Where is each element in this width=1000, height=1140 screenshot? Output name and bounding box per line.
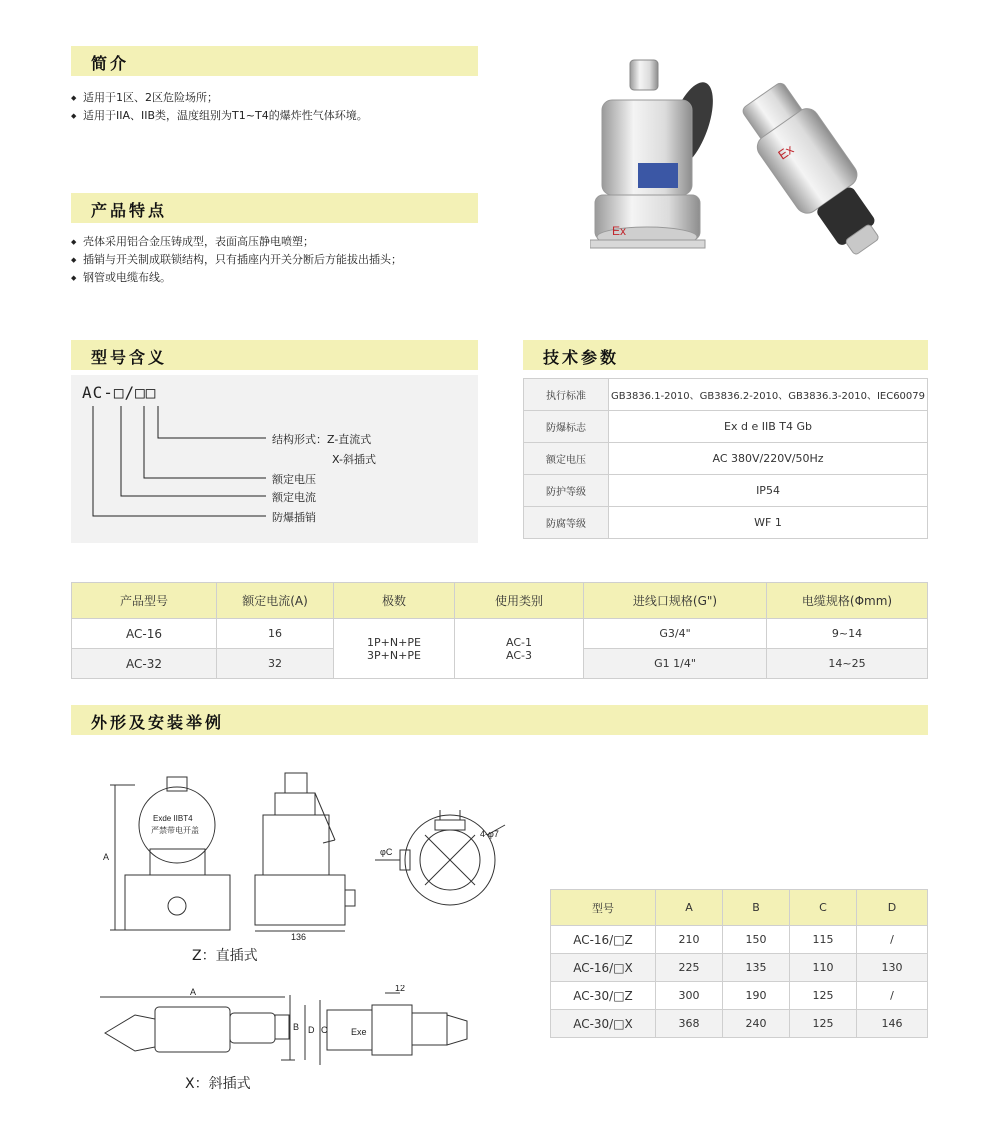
model-label-current: 额定电流 <box>272 491 316 504</box>
model-label-voltage: 额定电压 <box>272 473 316 486</box>
list-item: ◆ 适用于IIA、IIB类，温度组别为T1~T4的爆炸性气体环境。 <box>71 107 491 125</box>
col-header: A <box>656 890 723 926</box>
tech-value: AC 380V/220V/50Hz <box>609 443 928 475</box>
cell-b: 135 <box>723 954 790 982</box>
table-header-row <box>72 583 928 619</box>
dim-phic-label: φC <box>380 847 393 857</box>
table-row <box>524 411 928 443</box>
cell-b: 240 <box>723 1010 790 1038</box>
cell-d: / <box>857 926 928 954</box>
tech-key: 防护等级 <box>524 475 609 507</box>
cell-poles <box>334 619 455 679</box>
dim-b-label: B <box>293 1022 300 1032</box>
features-list <box>71 233 491 287</box>
col-header: 进线口规格(G") <box>584 583 767 619</box>
cell-a: 210 <box>656 926 723 954</box>
list-item: ◆ 插销与开关制成联锁结构，只有插座内开关分断后方能拔出插头； <box>71 251 491 269</box>
table-row <box>524 443 928 475</box>
cell-model: AC-32 <box>72 649 217 679</box>
cell-current: 32 <box>217 649 334 679</box>
caption-z-type: Z：直插式 <box>192 948 258 964</box>
tech-key: 额定电压 <box>524 443 609 475</box>
plug-illustration <box>733 75 890 267</box>
col-header: D <box>857 890 928 926</box>
model-code: AC-□/□□ <box>82 383 157 402</box>
list-item: ◆ 适用于1区、2区危险场所； <box>71 89 491 107</box>
model-label-plug: 防爆插销 <box>272 511 316 524</box>
tech-key: 执行标准 <box>524 379 609 411</box>
z-type-drawing <box>95 765 535 940</box>
col-header: 使用类别 <box>455 583 584 619</box>
cell-a: 300 <box>656 982 723 1010</box>
cell-c: 125 <box>790 982 857 1010</box>
col-header: B <box>723 890 790 926</box>
cell-d: 146 <box>857 1010 928 1038</box>
table-header-row <box>551 890 928 926</box>
poles-2: 3P+N+PE <box>367 648 421 662</box>
cell-thread: G1 1/4" <box>584 649 767 679</box>
cell-d: 130 <box>857 954 928 982</box>
cell-c: 115 <box>790 926 857 954</box>
model-label-structure: 结构形式：Z-直流式 <box>272 433 372 446</box>
product-table <box>71 582 928 679</box>
dimension-table <box>550 889 928 1038</box>
cell-d: / <box>857 982 928 1010</box>
tech-header <box>523 340 928 370</box>
dim-d-label: D <box>308 1025 315 1035</box>
tech-value: WF 1 <box>609 507 928 539</box>
cell-a: 225 <box>656 954 723 982</box>
caption-x-type: X：斜插式 <box>185 1076 251 1092</box>
nameplate-text-2: 严禁带电开盖 <box>151 826 199 835</box>
tech-key: 防爆标志 <box>524 411 609 443</box>
table-row <box>524 475 928 507</box>
socket-illustration <box>590 60 722 248</box>
dim-holes-label: 4-φ7 <box>480 829 499 839</box>
category-2: AC-3 <box>506 648 532 662</box>
table-row <box>524 379 928 411</box>
features-title: 产品特点 <box>91 201 168 220</box>
x-type-drawing <box>95 985 535 1070</box>
list-item: ◆ 钢管或电缆布线。 <box>71 269 491 287</box>
cell-b: 190 <box>723 982 790 1010</box>
tech-table <box>523 378 928 539</box>
dim-c-label: C <box>321 1025 328 1035</box>
product-photo <box>590 55 890 270</box>
cell-model: AC-16 <box>72 619 217 649</box>
model-label-structure-x: X-斜插式 <box>332 453 376 466</box>
cell-c: 125 <box>790 1010 857 1038</box>
dim-a-label: A <box>190 987 197 997</box>
table-row <box>551 954 928 982</box>
col-header: 额定电流(A) <box>217 583 334 619</box>
ex-mark-text: Ex <box>775 141 797 163</box>
table-row <box>72 619 928 649</box>
exe-label: Exe <box>351 1027 367 1037</box>
dim-136-label: 136 <box>291 932 307 940</box>
model-code-tree <box>71 400 281 525</box>
cell-c: 110 <box>790 954 857 982</box>
dim-12-label: 12 <box>395 985 406 993</box>
cell-current: 16 <box>217 619 334 649</box>
cell-cable: 14~25 <box>767 649 928 679</box>
install-header <box>71 705 928 735</box>
cell-model: AC-16/□Z <box>551 926 656 954</box>
tech-title: 技术参数 <box>543 348 620 367</box>
tech-key: 防腐等级 <box>524 507 609 539</box>
cell-model: AC-16/□X <box>551 954 656 982</box>
install-title: 外形及安装举例 <box>91 713 225 732</box>
dim-a-label: A <box>103 852 110 862</box>
tech-value: Ex d e IIB T4 Gb <box>609 411 928 443</box>
cell-category <box>455 619 584 679</box>
table-row <box>551 982 928 1010</box>
cell-a: 368 <box>656 1010 723 1038</box>
features-header <box>71 193 478 223</box>
tech-value: IP54 <box>609 475 928 507</box>
ex-mark-text: Ex <box>612 224 627 238</box>
model-meaning-header <box>71 340 478 370</box>
col-header: 型号 <box>551 890 656 926</box>
category-1: AC-1 <box>506 635 532 649</box>
poles-1: 1P+N+PE <box>367 635 421 649</box>
table-row <box>551 926 928 954</box>
col-header: 电缆规格(Φmm) <box>767 583 928 619</box>
cell-thread: G3/4" <box>584 619 767 649</box>
list-item: ◆ 壳体采用铝合金压铸成型，表面高压静电喷塑； <box>71 233 491 251</box>
col-header: 产品型号 <box>72 583 217 619</box>
table-row <box>524 507 928 539</box>
tech-value: GB3836.1-2010、GB3836.2-2010、GB3836.3-2010、IEC60079 <box>609 379 928 411</box>
table-row <box>551 1010 928 1038</box>
col-header: 极数 <box>334 583 455 619</box>
intro-title: 简介 <box>91 54 130 73</box>
cell-b: 150 <box>723 926 790 954</box>
col-header: C <box>790 890 857 926</box>
model-meaning-title: 型号含义 <box>91 348 168 367</box>
nameplate-text-1: Exde IIBT4 <box>153 814 193 823</box>
cell-model: AC-30/□Z <box>551 982 656 1010</box>
intro-list <box>71 89 491 125</box>
cell-cable: 9~14 <box>767 619 928 649</box>
cell-model: AC-30/□X <box>551 1010 656 1038</box>
intro-header <box>71 46 478 76</box>
